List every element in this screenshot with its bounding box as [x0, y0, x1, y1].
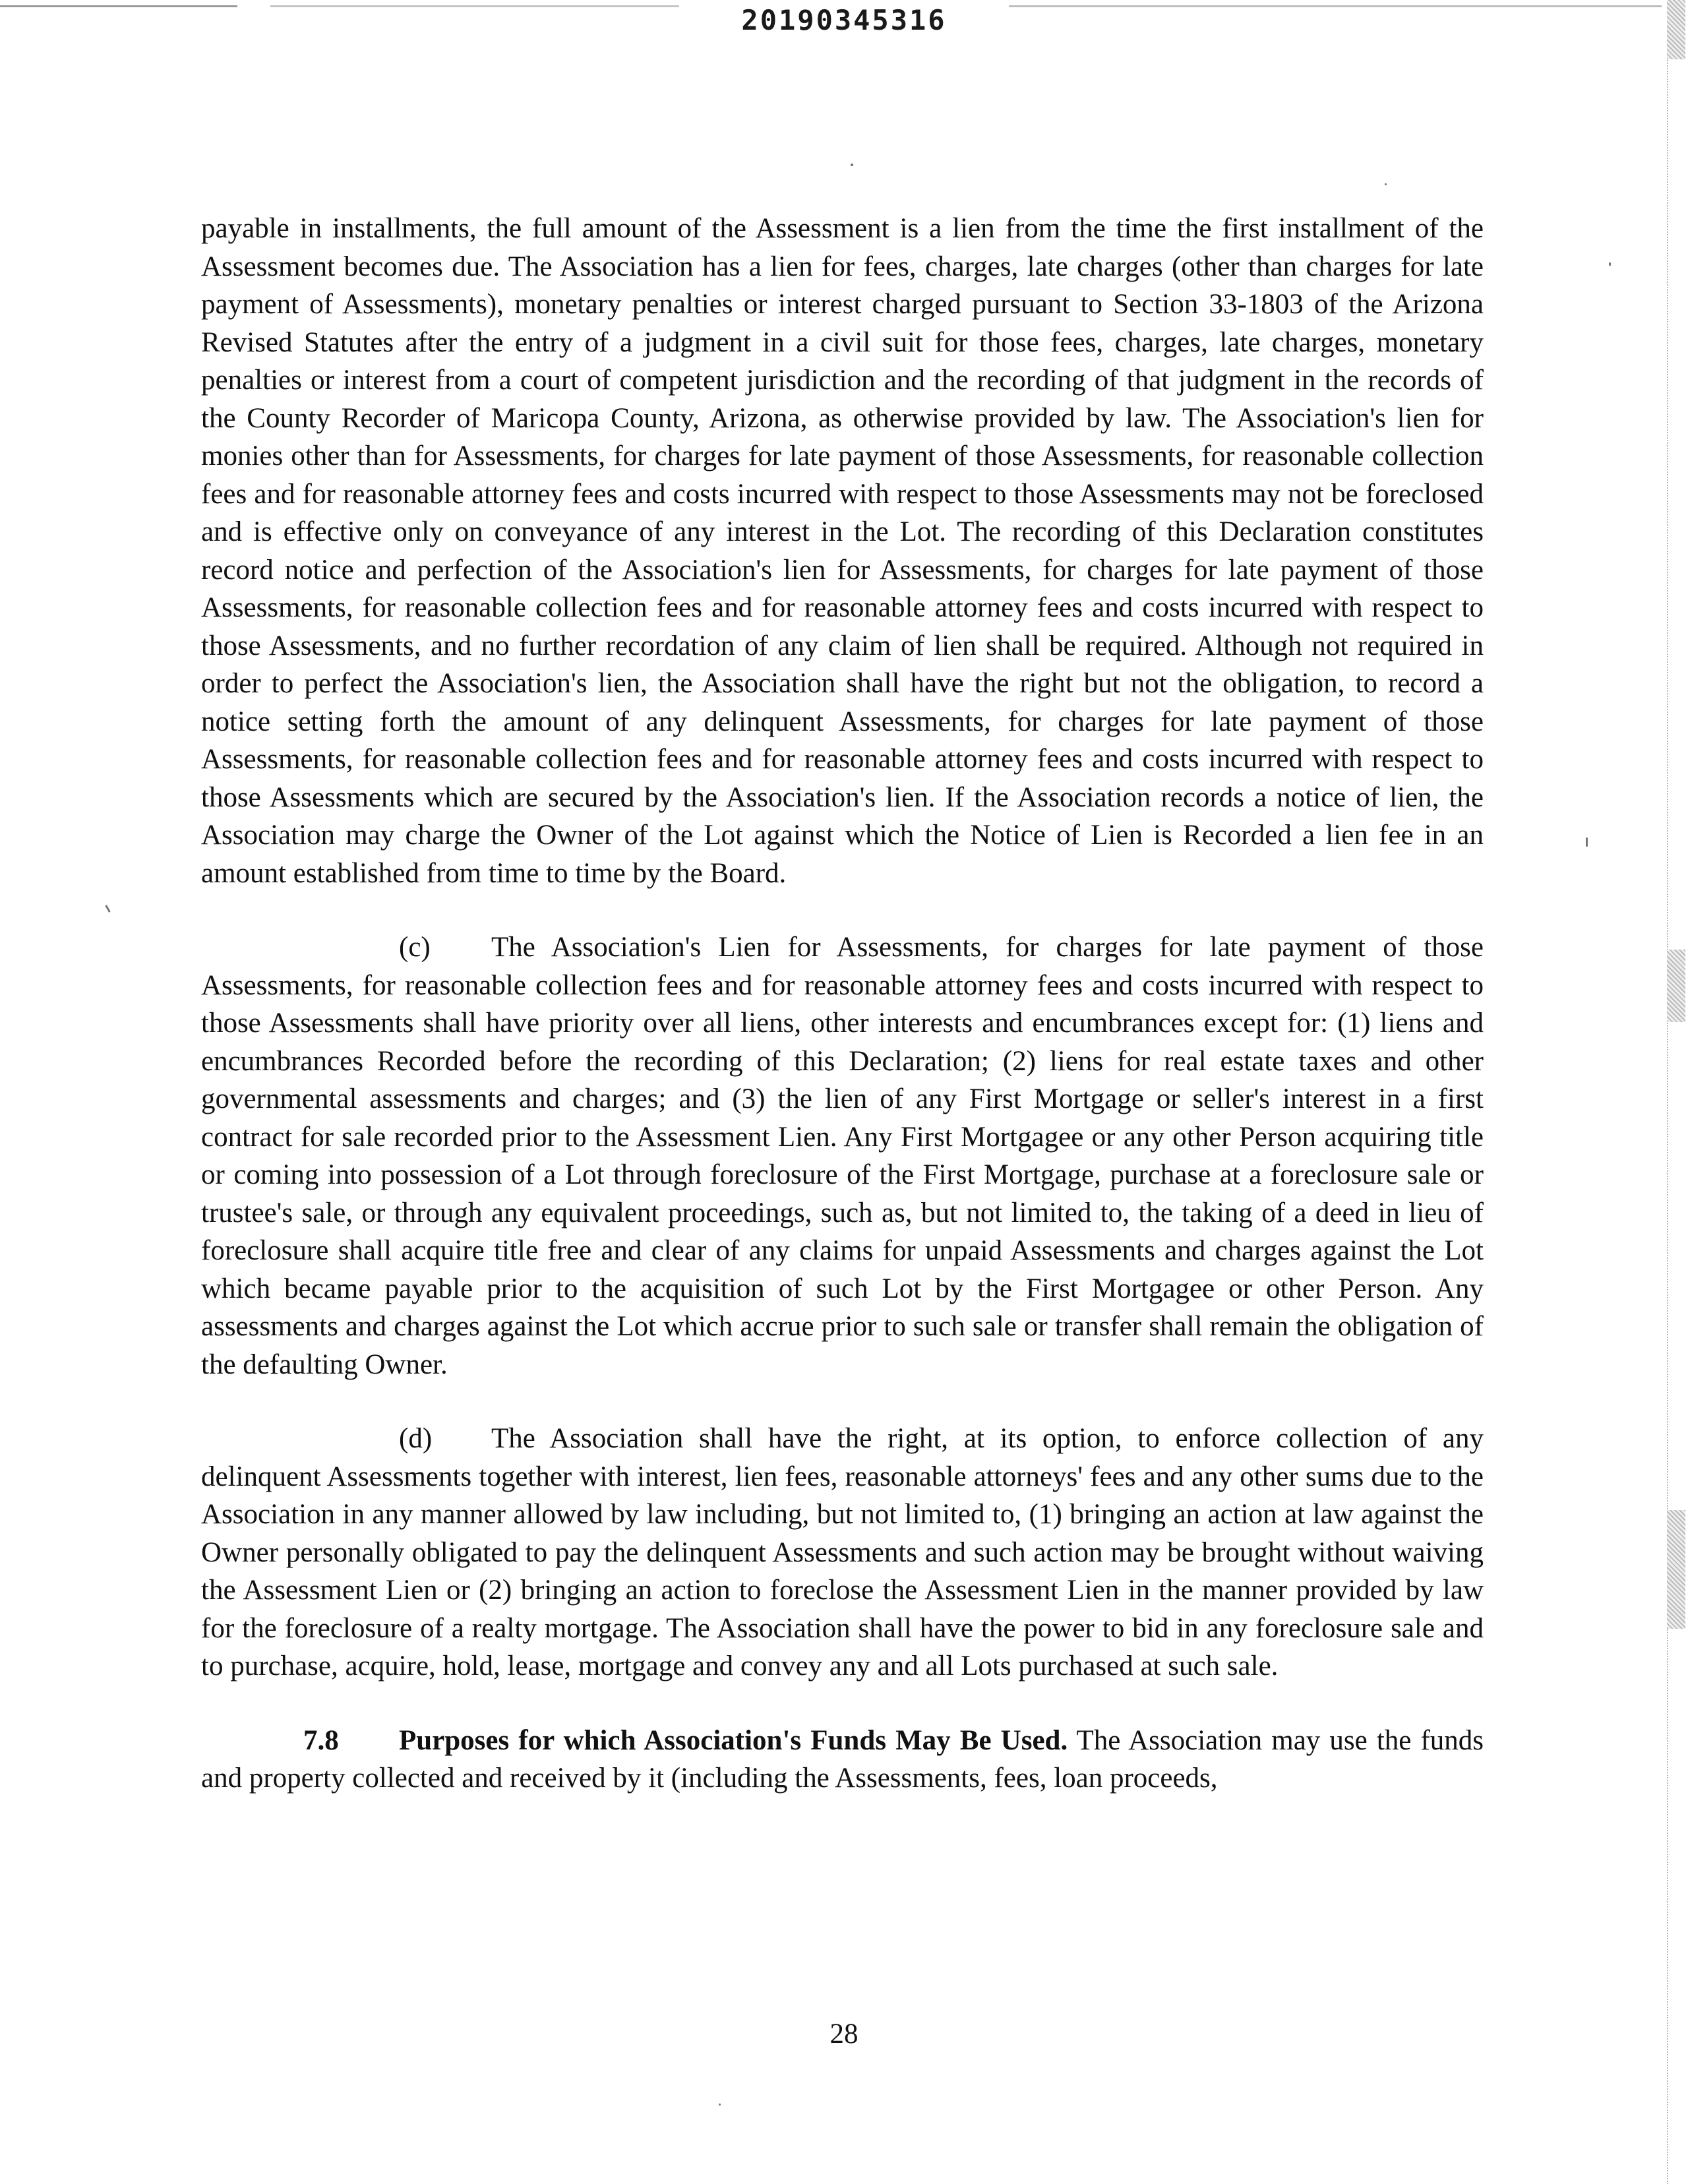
paragraph-lien-continuation: payable in installments, the full amount of the Assessment is a lien from the time the first installment of the Assessment becomes due. The Association has a lien for fees, charges, late charges (other than charges for late payment of Assessments), monetary penalties or interest charged pursuant to Section 33-1803 of the Arizona Revised Statutes after the entry of a judgment in a civil suit for those fees, charges, late charges, monetary penalties or interest from a court of competent jurisdiction and the recording of that judgment in the records of the County Recorder of Maricopa County, Arizona, as otherwise provided by law. The Association's lien for monies other than for Assessments, for charges for late payment of those Assessments, for reasonable collection fees and for reasonable attorney fees and costs incurred with respect to those Assessments may not be foreclosed and is effective only on conveyance of any interest in the Lot. The recording of this Declaration constitutes record notice and perfection of the Association's lien for Assessments, for charges for late payment of those Assessments, for reasonable collection fees and for reasonable attorney fees and costs incurred with respect to those Assessments, and no further recordation of any claim of lien shall be required. Although not required in order to perfect the Association's lien, the Association shall have the right but not the obligation, to record a notice setting forth the amount of any delinquent Assessments, for charges for late payment of those Assessments, for reasonable collection fees and for reasonable attorney fees and costs incurred with respect to those Assessments which are secured by the Association's lien. If the Association records a notice of lien, the Association may charge the Owner of the Lot against which the Notice of Lien is Recorded a lien fee in an amount established from time to time by the Board. — [201, 213, 1484, 889]
paragraph-d-label: (d) — [399, 1423, 433, 1454]
paragraph-c — [201, 928, 1484, 1383]
scan-edge-mark — [1667, 950, 1685, 1022]
page-number: 28 — [829, 2018, 859, 2049]
section-7-8 — [201, 1722, 1484, 1798]
section-7-8-number: 7.8 — [303, 1724, 339, 1756]
scan-speck — [1586, 837, 1588, 847]
scan-right-edge — [1667, 0, 1681, 2184]
scan-speck — [1609, 262, 1611, 266]
scan-speck — [105, 905, 111, 913]
section-7-8-heading: Purposes for which Association's Funds May Be Used. — [399, 1724, 1068, 1756]
paragraph-c-label: (c) — [399, 932, 431, 963]
document-body — [201, 210, 1484, 1798]
paragraph-c-text: The Association's Lien for Assessments, for charges for late payment of those Assessments, for reasonable collection fees and for reasonable attorney fees and costs incurred with respect to those Assessments shall have priority over all liens, other interests and encumbrances except for: (1) liens and encumbrances Recorded before the recording of this Declaration; (2) liens for real estate taxes and other governmental assessments and charges; and (3) the lien of any First Mortgage or seller's interest in a first contract for sale recorded prior to the Assessment Lien. Any First Mortgagee or any other Person acquiring title or coming into possession of a Lot through foreclosure of the First Mortgage, purchase at a foreclosure sale or trustee's sale, or through any equivalent proceedings, such as, but not limited to, the taking of a deed in lieu of foreclosure shall acquire title free and clear of any claims for unpaid Assessments and charges against the Lot which became payable prior to the acquisition of such Lot by the First Mortgagee or other Person. Any assessments and charges against the Lot which accrue prior to such sale or transfer shall remain the obligation of the defaulting Owner. — [201, 932, 1484, 1380]
scan-speck — [851, 164, 853, 166]
recording-number: 20190345316 — [741, 4, 947, 36]
paragraph-d — [201, 1420, 1484, 1685]
scan-speck — [719, 2104, 721, 2106]
scan-edge-mark — [1667, 1510, 1685, 1629]
scan-speck — [1385, 183, 1387, 185]
section-7-8-text: The Association may use the funds and property collected and received by it (including the Assessments, fees, loan proceeds, — [201, 1724, 1484, 1794]
paragraph-d-text: The Association shall have the right, at its option, to enforce collection of any delinquent Assessments together with interest, lien fees, reasonable attorneys' fees and any other sums due to the Association in any manner allowed by law including, but not limited to, (1) bringing an action at law against the Owner personally obligated to pay the delinquent Assessments and such action may be brought without waiving the Assessment Lien or (2) bringing an action to foreclose the Assessment Lien in the manner provided by law for the foreclosure of a realty mortgage. The Association shall have the power to bid in any foreclosure sale and to purchase, acquire, hold, lease, mortgage and convey any and all Lots purchased at such sale. — [201, 1423, 1484, 1682]
